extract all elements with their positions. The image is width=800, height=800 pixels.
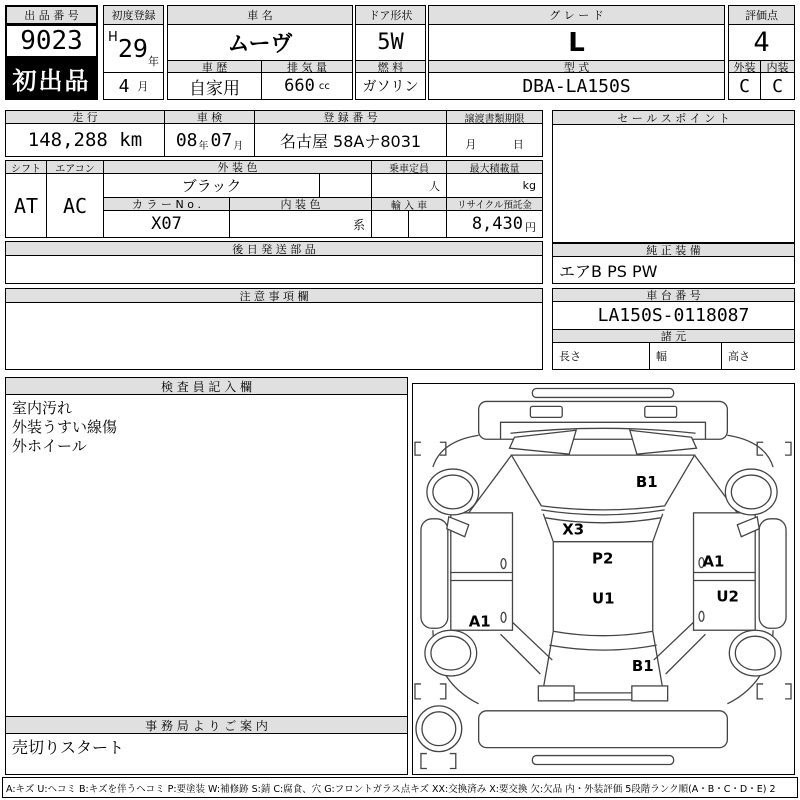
first-reg-year: 29 <box>117 34 148 63</box>
score-value: 4 <box>728 24 795 61</box>
inspector-note-line: 外ホイール <box>12 437 87 455</box>
front-bumper-slot-right <box>645 406 677 417</box>
transfer-doc-month: 月 <box>465 138 477 151</box>
side-sill-left <box>421 519 448 628</box>
displacement-value <box>261 72 353 100</box>
recycle-fee: 8,430 <box>471 214 523 234</box>
mileage-header: 走 行 <box>5 110 165 124</box>
inspection-month: 07 <box>210 129 233 151</box>
office-header: 事 務 局 よ り ご 案 内 <box>5 716 408 734</box>
damage-label-u1: U1 <box>592 589 615 608</box>
import-cell-1 <box>371 210 409 238</box>
cowl-arc-1 <box>541 510 664 515</box>
front-bumper-slot-left <box>530 406 562 417</box>
bracket-rear-left <box>415 684 446 699</box>
import-cell-2 <box>408 210 447 238</box>
year-unit: 年 <box>147 55 159 68</box>
inspection-header: 車 検 <box>164 110 255 124</box>
office-note: 売切りスタート <box>5 733 408 775</box>
inspector-header: 検 査 員 記 入 欄 <box>5 377 408 395</box>
color-no-value: X07 <box>103 210 230 238</box>
recycle-value <box>446 210 543 238</box>
transfer-doc-value <box>446 123 543 157</box>
bracket-spare <box>421 754 456 769</box>
transfer-doc-day: 日 <box>512 138 524 151</box>
inspection-year-unit: 年 <box>198 140 209 152</box>
score-header: 評価点 <box>728 5 795 25</box>
damage-label-a1: A1 <box>702 552 725 571</box>
sales-point-content <box>552 124 795 243</box>
first-reg-month-cell <box>103 72 164 100</box>
caution-header: 注 意 事 項 欄 <box>5 288 543 303</box>
inspection-value <box>164 123 255 157</box>
chassis-value: LA150S-0118087 <box>552 301 795 330</box>
max-load-header: 最大積載量 <box>446 160 543 174</box>
a-pillars <box>469 455 738 513</box>
damage-label-u2: U2 <box>716 587 739 606</box>
exterior-grade-value: C <box>728 72 761 100</box>
int-color-value: 系 <box>229 210 372 238</box>
capacity-value: 人 <box>371 173 447 198</box>
transfer-doc-header: 譲渡書類期限 <box>446 110 543 124</box>
interior-grade-value: C <box>760 72 795 100</box>
max-load-value: kg <box>446 173 543 198</box>
mirror-right <box>737 517 759 537</box>
door-handle-left-front <box>501 559 506 569</box>
reg-no-value: 名古屋 58Aナ8031 <box>254 123 447 157</box>
front-bumper-strip <box>532 389 673 398</box>
int-color-header: 内 装 色 <box>229 197 372 211</box>
history-value: 自家用 <box>167 72 262 100</box>
door-seam-left <box>451 573 513 581</box>
recycle-header: リサイクル預託金 <box>446 197 543 211</box>
side-sill-right <box>759 519 786 628</box>
rear-window-arc-2 <box>549 645 656 650</box>
door-handle-right-rear <box>699 611 704 621</box>
first-reg-month: 4 <box>118 75 130 97</box>
damage-label-b1: B1 <box>635 472 658 491</box>
shift-value: AT <box>5 173 47 238</box>
ext-color-value: ブラック <box>103 173 320 198</box>
wheel-front-left <box>427 469 479 515</box>
fuel-value: ガソリン <box>355 72 426 100</box>
taillight-left <box>538 686 574 701</box>
inspector-note-line: 外装うすい線傷 <box>12 418 118 436</box>
first-reg-year-cell <box>103 24 164 73</box>
damage-label-x3: X3 <box>562 520 585 539</box>
genuine-equip-value: エアB PS PW <box>552 256 795 284</box>
inspection-year: 08 <box>175 129 198 151</box>
rear-window-arc-1 <box>553 631 652 635</box>
spec-width-cell: 幅 <box>649 342 722 370</box>
grade-value: L <box>428 24 725 61</box>
reg-no-header: 登 録 番 号 <box>254 110 447 124</box>
front-bumper <box>479 401 728 439</box>
mirror-left <box>447 517 469 537</box>
later-parts-header: 後 日 発 送 部 品 <box>5 241 543 256</box>
door-header: ドア形状 <box>355 5 426 25</box>
spare-tire <box>416 706 462 752</box>
auction-no-value: 9023 <box>5 24 98 58</box>
capacity-header: 乗車定員 <box>371 160 447 174</box>
hood <box>511 455 694 510</box>
wheel-rear-right <box>729 630 781 676</box>
damage-diagram-svg <box>413 384 794 774</box>
rear-bumper-strip <box>532 756 673 765</box>
auction-no-header: 出 品 番 号 <box>5 5 98 25</box>
damage-label-p2: P2 <box>592 549 614 568</box>
caution-content <box>5 302 543 370</box>
inspection-month-unit: 月 <box>233 140 244 152</box>
mileage-value: 148,288 km <box>5 123 165 157</box>
rear-bumper <box>479 711 728 748</box>
genuine-equip-header: 純 正 装 備 <box>552 243 795 257</box>
specs-header: 諸 元 <box>552 329 795 343</box>
first-reg-header: 初度登録 <box>103 5 164 25</box>
spec-height-cell: 高さ <box>721 342 795 370</box>
spec-length-cell: 長さ <box>552 342 650 370</box>
first-listing-badge: 初出品 <box>5 57 98 100</box>
model-value: DBA-LA150S <box>428 72 725 100</box>
windshield-sides <box>543 514 662 542</box>
front-fenders <box>433 435 773 467</box>
model-header: 型 式 <box>428 60 725 73</box>
history-header: 車 歴 <box>167 60 262 73</box>
aircon-value: AC <box>46 173 104 238</box>
chassis-header: 車 台 番 号 <box>552 288 795 302</box>
displacement-number: 660 <box>284 76 315 96</box>
ext-color-header: 外 装 色 <box>103 160 372 174</box>
car-damage-diagram <box>412 383 795 775</box>
sales-point-header: セ ー ル ス ポ イ ン ト <box>552 110 795 125</box>
bracket-front-right <box>757 442 791 455</box>
color-no-header: カ ラ ー N o . <box>103 197 230 211</box>
era-prefix: H <box>108 30 118 45</box>
month-unit: 月 <box>137 80 149 93</box>
car-name-value: ムーヴ <box>167 24 353 61</box>
inspector-notes <box>5 394 408 717</box>
grade-header: グ レ ー ド <box>428 5 725 25</box>
displacement-unit: cc <box>318 80 330 92</box>
legend-bar: A:キズ U:ヘコミ B:キズを伴うヘコミ P:要塗装 W:補修跡 S:錆 C:腐食、穴 G:フロントガラス点キズ XX:交換済み X:要交換 欠:欠品 内・外装評価 5段階ランク順(A・B・C・D・E) 2 <box>2 777 798 798</box>
door-seam-right <box>694 573 756 581</box>
door-value: 5W <box>355 24 426 61</box>
inspector-note-line: 室内汚れ <box>12 399 73 417</box>
rear-quarter-lines <box>501 622 706 674</box>
wheel-front-right <box>725 469 777 515</box>
door-handle-left-rear <box>501 612 506 622</box>
damage-label-a1: A1 <box>468 612 491 631</box>
shift-header: シフト <box>5 160 47 174</box>
displacement-header: 排 気 量 <box>261 60 353 73</box>
wheel-rear-left <box>425 630 477 676</box>
import-header: 輸 入 車 <box>371 197 447 211</box>
aircon-header: エアコン <box>46 160 104 174</box>
later-parts-content <box>5 255 543 284</box>
taillight-right <box>632 686 668 701</box>
interior-header: 内装 <box>760 60 795 73</box>
exterior-header: 外装 <box>728 60 761 73</box>
damage-label-b1: B1 <box>631 657 654 676</box>
bracket-rear-right <box>757 684 791 699</box>
ext-color-extra-cell <box>319 173 372 198</box>
recycle-fee-unit: 円 <box>525 221 536 234</box>
car-name-header: 車 名 <box>167 5 353 25</box>
fuel-header: 燃 料 <box>355 60 426 73</box>
